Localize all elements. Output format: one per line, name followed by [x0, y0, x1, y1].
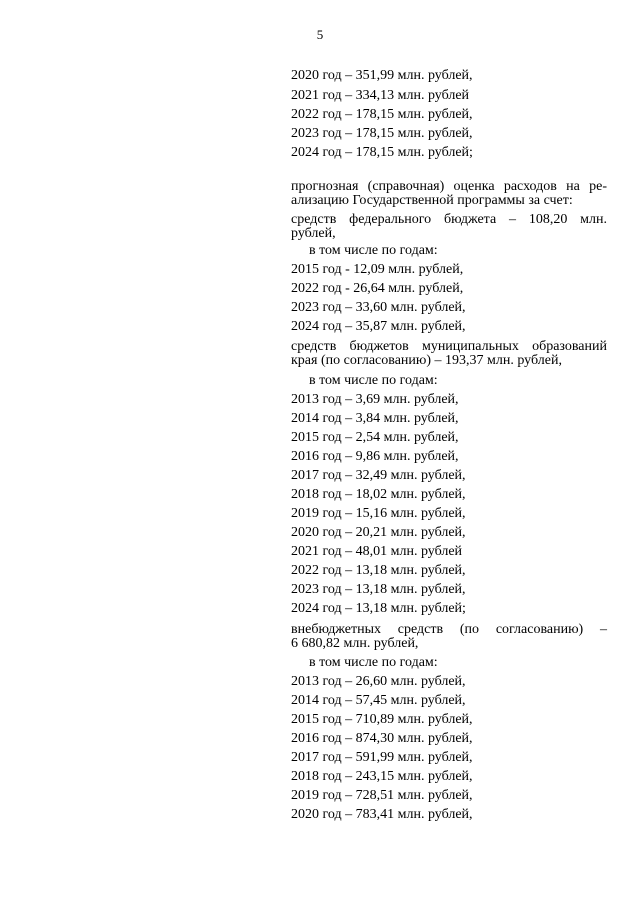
list-item: 2023 год – 33,60 млн. рублей, [291, 300, 466, 315]
list-item: 2017 год – 591,99 млн. рублей, [291, 750, 473, 765]
list-item: 2022 год – 178,15 млн. рублей, [291, 107, 473, 122]
list-item: 2024 год – 35,87 млн. рублей, [291, 319, 466, 334]
page-number: 5 [316, 27, 324, 42]
list-item: 2022 год – 13,18 млн. рублей, [291, 563, 466, 578]
list-item: 2019 год – 15,16 млн. рублей, [291, 506, 466, 521]
paragraph-line: прогнозная (справочная) оценка расходов на ре- [291, 179, 607, 194]
paragraph-line: края (по согласованию) – 193,37 млн. рублей, [291, 353, 562, 368]
list-item: 2015 год – 710,89 млн. рублей, [291, 712, 473, 727]
list-item: 2020 год – 20,21 млн. рублей, [291, 525, 466, 540]
list-item: 2016 год – 874,30 млн. рублей, [291, 731, 473, 746]
list-item: 2023 год – 178,15 млн. рублей, [291, 126, 473, 141]
list-item: 2014 год – 57,45 млн. рублей, [291, 693, 466, 708]
list-item: 2018 год – 18,02 млн. рублей, [291, 487, 466, 502]
paragraph-line: средств федерального бюджета – 108,20 млн. [291, 212, 607, 227]
list-item: 2019 год – 728,51 млн. рублей, [291, 788, 473, 803]
list-item: 2024 год – 13,18 млн. рублей; [291, 601, 466, 616]
forecast-paragraph [291, 180, 607, 208]
paragraph-line: 6 680,82 млн. рублей, [291, 636, 419, 651]
list-item: 2013 год – 26,60 млн. рублей, [291, 674, 466, 689]
paragraph-line: внебюджетных средств (по согласованию) – [291, 622, 607, 637]
list-item: 2023 год – 13,18 млн. рублей, [291, 582, 466, 597]
list-item: 2022 год - 26,64 млн. рублей, [291, 281, 464, 296]
list-item: 2015 год – 2,54 млн. рублей, [291, 430, 459, 445]
municipal-budget-paragraph [291, 340, 607, 368]
list-item: 2014 год – 3,84 млн. рублей, [291, 411, 459, 426]
paragraph-line: ализацию Государственной программы за счет: [291, 193, 573, 208]
by-years-heading: в том числе по годам: [309, 655, 438, 670]
federal-budget-paragraph [291, 213, 607, 241]
list-item: 2015 год - 12,09 млн. рублей, [291, 262, 464, 277]
list-item: 2016 год – 9,86 млн. рублей, [291, 449, 459, 464]
list-item: 2018 год – 243,15 млн. рублей, [291, 769, 473, 784]
paragraph-line: средств бюджетов муниципальных образований [291, 339, 607, 354]
list-item: 2020 год – 783,41 млн. рублей, [291, 807, 473, 822]
paragraph-line: рублей, [291, 226, 336, 241]
by-years-heading: в том числе по годам: [309, 373, 438, 388]
by-years-heading: в том числе по годам: [309, 243, 438, 258]
offbudget-paragraph [291, 623, 607, 651]
list-item: 2024 год – 178,15 млн. рублей; [291, 145, 473, 160]
list-item: 2021 год – 334,13 млн. рублей [291, 88, 470, 103]
list-item: 2013 год – 3,69 млн. рублей, [291, 392, 459, 407]
list-item: 2020 год – 351,99 млн. рублей, [291, 68, 473, 83]
list-item: 2017 год – 32,49 млн. рублей, [291, 468, 466, 483]
list-item: 2021 год – 48,01 млн. рублей [291, 544, 463, 559]
